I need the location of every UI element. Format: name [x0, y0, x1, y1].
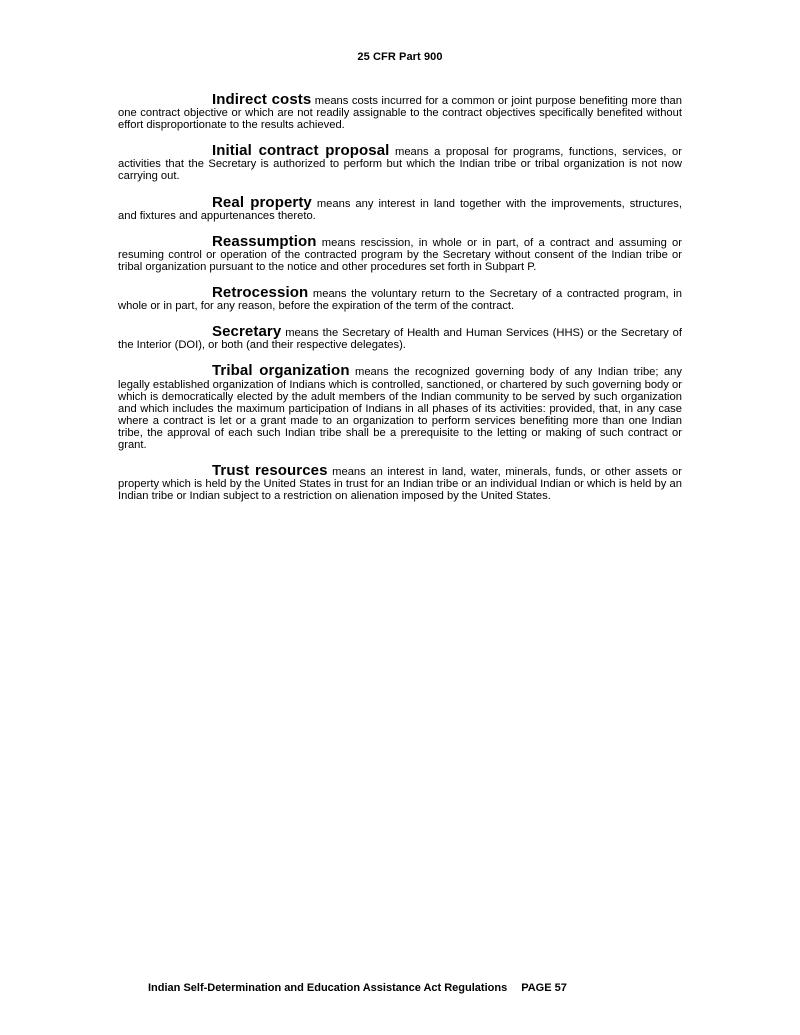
definition-text: means the recognized governing body of any Indian tribe; any legally established organization of Indians which is controlled, sanctioned, or chartered by such governing body or which is democratically elected by the adult members of the Indian community to be served by such organization and which includes the maximum participation of Indians in all phases of its activities: provided, that, in any case where a contract is let or a grant made to an organization to perform services benefiting more than one Indian tribe, the approval of each such Indian tribe shall be a prerequisite to the letting or making of such contract or grant. [118, 366, 682, 451]
definition-text: means the Secretary of Health and Human Services (HHS) or the Secretary of the Interior (DOI), or both (and their respective delegates). [118, 327, 682, 352]
definition-term: Trust resources [212, 462, 328, 480]
page-header [0, 51, 800, 63]
definitions-list [118, 91, 683, 516]
definition-reassumption [118, 232, 682, 273]
definition-term: Secretary [212, 323, 282, 341]
definition-term: Tribal organization [212, 362, 350, 380]
definition-term: Reassumption [212, 232, 317, 250]
footer-title: Indian Self-Determination and Education Assistance Act Regulations [148, 982, 508, 994]
page-footer [148, 982, 567, 994]
definition-term: Retrocession [212, 284, 309, 302]
definition-text: means any interest in land together with the improvements, structures, and fixtures and appurtenances thereto. [118, 197, 682, 222]
page-header-title: 25 CFR Part 900 [357, 51, 443, 63]
definition-initial-contract-proposal [118, 142, 683, 183]
definition-term: Initial contract proposal [212, 142, 390, 160]
definition-secretary [118, 323, 682, 352]
definition-real-property [118, 193, 682, 222]
page-number: PAGE 57 [521, 982, 567, 994]
definition-tribal-organization [118, 362, 682, 451]
definition-text: means an interest in land, water, minerals, funds, or other assets or property which is held by the United States in trust for an Indian tribe or an individual Indian or which is held by an Indian tribe or Indian subject to a restriction on alienation imposed by the United States. [118, 466, 682, 503]
definition-text: means rescission, in whole or in part, of a contract and assuming or resuming control or operation of the contracted program by the Secretary without consent of the Indian tribe or tribal organization pursuant to the notice and other procedures set forth in Subpart P. [118, 236, 682, 273]
definition-retrocession [118, 284, 682, 313]
definition-term: Real property [212, 193, 312, 211]
definition-text: means the voluntary return to the Secretary of a contracted program, in whole or in part, for any reason, before the expiration of the term of the contract. [118, 288, 682, 313]
definition-indirect-costs [118, 91, 683, 132]
definition-text: means a proposal for programs, functions, services, or activities that the Secretary is authorized to perform but which the Indian tribe or tribal organization is not now carrying out. [118, 146, 683, 183]
definition-trust-resources [118, 462, 682, 503]
definition-term: Indirect costs [212, 91, 312, 108]
definition-text: means costs incurred for a common or joint purpose benefiting more than one contract objective or which are not readily assignable to the contract objectives specifically benefited without effort disproportionate to the results achieved. [118, 95, 683, 132]
